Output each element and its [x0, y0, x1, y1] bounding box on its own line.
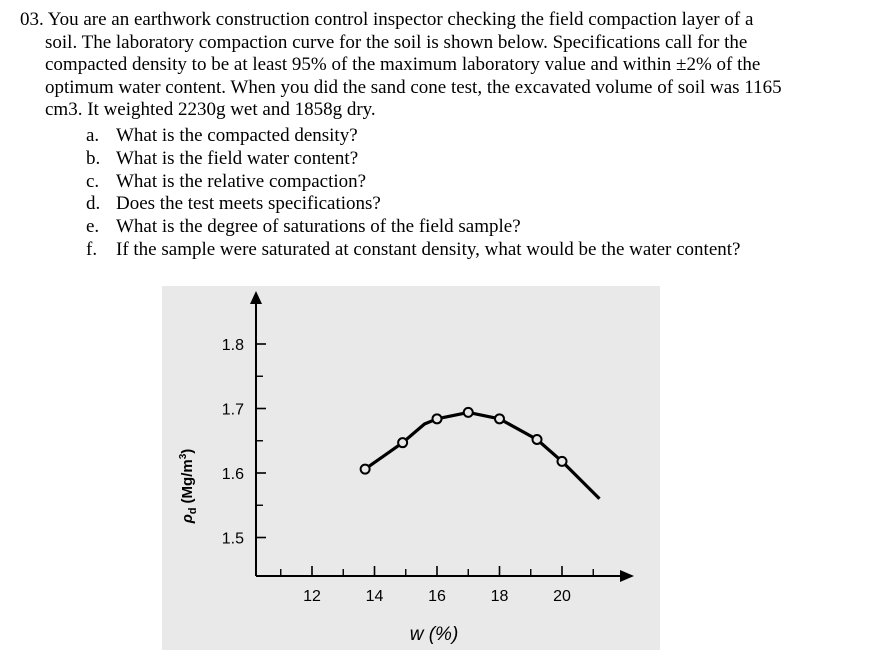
y-axis-label-units: (Mg/m: [179, 459, 196, 504]
question-text: [20, 9, 860, 122]
question-line-4: optimum water content. When you did the sand cone test, the excavated volume of soil was 1165: [45, 76, 782, 98]
question-line-5: cm3. It weighted 2230g wet and 1858g dry.: [45, 99, 376, 121]
compaction-curve-figure: [162, 286, 660, 650]
subquestion-label: b.: [86, 147, 101, 169]
y-axis-label-main: ρ: [179, 514, 196, 524]
subquestion-c: [86, 171, 741, 194]
chart-points: [361, 408, 567, 474]
y-tick-label: 1.8: [221, 337, 244, 354]
y-axis-label: [178, 449, 199, 525]
y-axis-label-close: ): [179, 448, 196, 454]
chart-ticks: [222, 337, 594, 605]
data-point: [433, 414, 442, 423]
question-line-3: compacted density to be at least 95% of the maximum laboratory value and within ±2% of the: [45, 54, 761, 76]
subquestion-text: If the sample were saturated at constant density, what would be the water content?: [116, 238, 741, 260]
y-axis-label-sub: d: [187, 507, 199, 515]
subquestion-text: What is the field water content?: [116, 147, 359, 169]
subquestion-label: d.: [86, 193, 101, 215]
data-point: [533, 435, 542, 444]
subquestion-list: [86, 125, 741, 262]
subquestion-a: [86, 125, 741, 148]
subquestion-text: What is the relative compaction?: [116, 170, 367, 192]
subquestion-label: f.: [86, 238, 98, 260]
question-line-2: soil. The laboratory compaction curve for the soil is shown below. Specifications call for the: [45, 31, 748, 53]
data-point: [495, 414, 504, 423]
data-point: [398, 438, 407, 447]
x-axis-arrow-icon: [620, 570, 634, 582]
x-tick-label: 14: [365, 588, 384, 605]
subquestion-text: What is the compacted density?: [116, 125, 358, 146]
x-tick-label: 12: [303, 588, 321, 605]
y-axis-label-sup: 3: [178, 453, 189, 460]
x-tick-label: 16: [428, 588, 446, 605]
subquestion-label: e.: [86, 216, 100, 238]
subquestion-b: [86, 148, 741, 171]
data-point: [464, 408, 473, 417]
y-tick-label: 1.5: [221, 530, 244, 548]
subquestion-label: c.: [86, 170, 100, 192]
compaction-chart: [162, 286, 660, 650]
x-tick-label: 20: [553, 588, 571, 605]
subquestion-text: Does the test meets specifications?: [116, 193, 381, 215]
x-axis-label: w (%): [409, 624, 459, 645]
subquestion-label: a.: [86, 125, 100, 146]
subquestion-text: What is the degree of saturations of the field sample?: [116, 216, 521, 238]
y-axis-arrow-icon: [250, 291, 262, 304]
subquestion-e: [86, 216, 741, 239]
subquestion-d: [86, 193, 741, 216]
chart-axes: [250, 291, 634, 582]
subquestion-f: [86, 239, 741, 262]
x-tick-label: 18: [490, 588, 509, 605]
compaction-curve-line: [365, 412, 599, 498]
y-tick-label: 1.6: [221, 466, 244, 483]
data-point: [558, 457, 567, 466]
y-tick-label: 1.7: [221, 401, 244, 419]
question-line-1: 03. You are an earthwork construction control inspector checking the field compaction layer of a: [20, 9, 754, 30]
data-point: [361, 465, 370, 474]
